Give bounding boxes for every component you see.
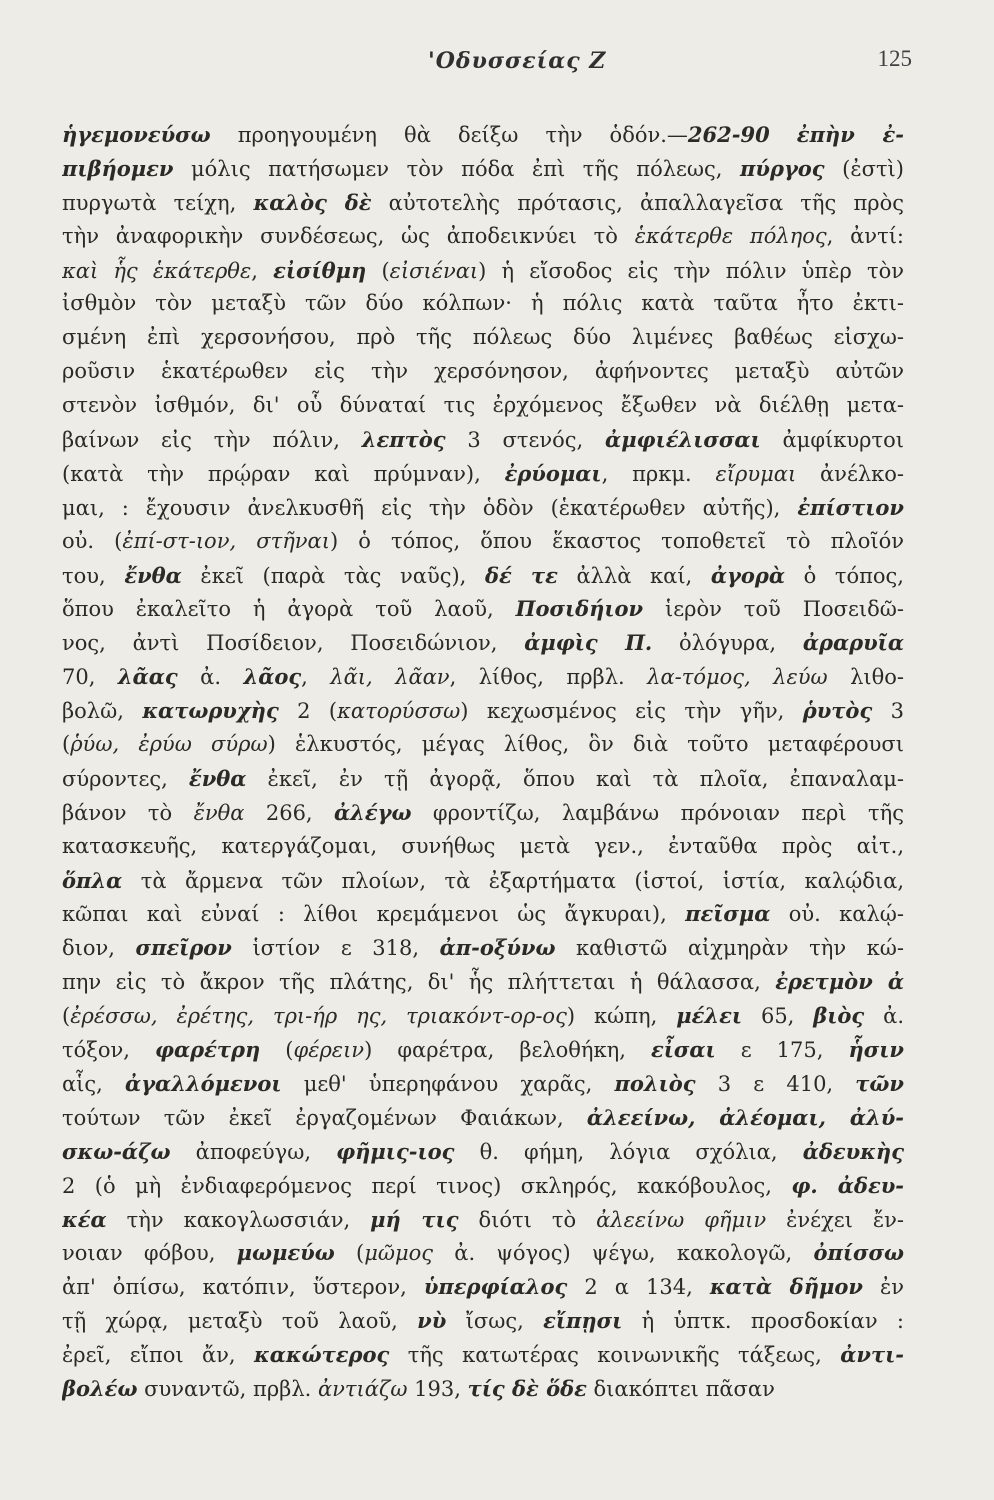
lemma-term: 262-90	[687, 122, 770, 147]
lemma-term: νὺ	[417, 1308, 447, 1334]
text-run: 70,	[62, 665, 118, 690]
text-line	[62, 1067, 904, 1101]
text-run: (	[366, 258, 390, 283]
text-run: ἐνέχει ἔν-	[766, 1207, 904, 1232]
italic-text: κατορύσσω	[337, 699, 461, 724]
italic-text: φέρειν	[293, 1038, 365, 1063]
text-run: ) φαρέτρα, βελοθήκη,	[364, 1038, 651, 1063]
text-run: ἀλλὰ καί,	[557, 563, 711, 588]
text-line	[62, 728, 904, 762]
text-line	[62, 152, 904, 186]
text-run: (ἐστὶ)	[824, 156, 904, 181]
lemma-term: ἀγορὰ	[710, 562, 785, 588]
text-run: μαι, : ἔχουσιν ἀνελκυσθῆ εἰς τὴν ὁδὸν (ἑκατέρωθεν αὐτῆς),	[62, 495, 798, 520]
italic-text: καὶ ἧς ἑκάτερθε	[62, 258, 252, 283]
text-run: 2 (	[278, 699, 338, 724]
text-run	[770, 123, 797, 147]
text-run: τούτων τῶν ἐκεῖ ἐργαζομένων Φαιάκων,	[62, 1105, 587, 1130]
text-run: (	[334, 1241, 365, 1266]
text-run: βάνον τὸ	[62, 800, 194, 825]
text-line	[62, 694, 904, 728]
text-run: αὐτοτελὴς πρότασις, ἀπαλλαγεῖσα τῆς πρὸς	[371, 190, 904, 215]
lemma-term: ὀπίσσω	[813, 1240, 904, 1266]
lemma-term: μωμεύω	[236, 1240, 335, 1266]
lemma-term: μή τις	[370, 1206, 459, 1232]
lemma-term: κέα	[62, 1206, 107, 1232]
lemma-term: λᾶας	[117, 664, 178, 690]
text-run: διακόπτει πᾶσαν	[586, 1376, 775, 1401]
italic-text: λα-τόμος, λεύω	[647, 665, 828, 690]
text-run: 3 ε 410,	[695, 1071, 856, 1096]
running-title: 'Οδυσσείας Ζ	[428, 48, 607, 74]
lemma-term: ἐρύομαι	[504, 460, 602, 486]
lemma-term: ἀλέγω	[334, 799, 412, 825]
text-run: (κατὰ τὴν πρῴραν καὶ πρύμναν),	[62, 461, 505, 486]
italic-text: μῶμος	[364, 1241, 434, 1266]
text-run: σύροντες,	[62, 766, 189, 791]
text-run: λιθο-	[827, 665, 904, 690]
text-run: διότι τὸ	[458, 1207, 597, 1232]
lemma-term: Ποσιδήιον	[515, 596, 644, 622]
lemma-term: ἐρετμὸν ἀ	[775, 969, 904, 995]
text-line	[62, 186, 904, 220]
text-line	[62, 1236, 904, 1270]
text-run: αἷς,	[62, 1071, 126, 1096]
lemma-term: βιὸς	[813, 1003, 865, 1029]
lemma-term: ἔνθα	[188, 765, 247, 791]
text-run: (	[62, 732, 71, 757]
text-run: πυργωτὰ τείχη,	[62, 190, 254, 215]
lemma-term: ἀμφιέλισσαι	[605, 427, 761, 453]
lemma-term: ἀγαλλόμενοι	[125, 1070, 282, 1096]
text-run: ) κώπη,	[566, 1004, 677, 1029]
text-run: μεθ' ὑπερηφάνου χαρᾶς,	[281, 1071, 615, 1096]
text-run: 193,	[407, 1376, 468, 1401]
text-run: τῆς κατωτέρας κοινωνικῆς τάξεως,	[389, 1343, 841, 1368]
text-run: ροῦσιν ἑκατέρωθεν εἰς τὴν χερσόνησον, ἀφήνοντες μεταξὺ αὐτῶν	[62, 359, 904, 384]
italic-text: λᾶι, λᾶαν	[330, 665, 450, 690]
text-run: φροντίζω, λαμβάνω πρόνοιαν περὶ τῆς	[411, 800, 904, 825]
text-run: ὁ τόπος,	[785, 563, 904, 588]
text-run: ἱερὸν τοῦ Ποσειδῶ-	[643, 597, 904, 622]
text-run: ἴσως,	[446, 1309, 544, 1334]
text-run: πην εἰς τὸ ἄκρον τῆς πλάτης, δι' ἧς πλήττεται ἡ θάλασσα,	[62, 970, 776, 995]
text-line	[62, 999, 904, 1033]
text-line	[62, 423, 904, 457]
text-run: ἰσθμὸν τὸν μεταξὺ τῶν δύο κόλπων· ἡ πόλις κατὰ ταῦτα ἦτο ἐκτι-	[62, 291, 904, 316]
lemma-term: τίς δὲ ὅδε	[467, 1375, 587, 1401]
lemma-term: ἐπίστιον	[797, 494, 904, 520]
italic-text: ῥύω, ἐρύω σύρω	[70, 732, 268, 757]
lemma-term: βολέω	[62, 1375, 138, 1401]
text-run: (	[260, 1038, 294, 1063]
lemma-term: ἡγεμονεύσω	[62, 122, 211, 147]
running-head	[0, 48, 994, 78]
text-line	[62, 355, 904, 389]
text-run: ) κεχωσμένος εἰς τὴν γῆν,	[460, 699, 803, 724]
text-run: 3 στενός,	[445, 428, 606, 453]
text-run: 2 (ὁ μὴ ἐνδιαφερόμενος περί τινος) σκληρός, κακόβουλος,	[62, 1173, 792, 1198]
italic-text: ἑκάτερθε πόληος	[634, 223, 827, 248]
text-run: ἐκεῖ (παρὰ τὰς ναῦς),	[181, 563, 485, 588]
text-run: 65,	[742, 1004, 814, 1029]
text-line	[62, 965, 904, 999]
text-line	[62, 796, 904, 830]
text-run: ἱστίον ε 318,	[231, 936, 440, 961]
lemma-term: ἀδευκὴς	[802, 1138, 904, 1164]
text-run: , πρκμ.	[601, 461, 716, 486]
text-run: (	[62, 1004, 71, 1029]
text-run: νοιαν φόβου,	[62, 1241, 237, 1266]
lemma-term: μέλει	[676, 1003, 743, 1029]
text-run: συναντῶ, πρβλ.	[137, 1376, 318, 1401]
lemma-term: δέ τε	[484, 562, 558, 588]
commentary-text	[62, 118, 904, 1406]
text-run: , ἀντί:	[826, 223, 904, 248]
text-run: κῶπαι καὶ εὐναί : λίθοι κρεμάμενοι ὡς ἄγκυραι),	[62, 902, 686, 927]
text-line	[62, 626, 904, 660]
lemma-term: λεπτὸς	[361, 427, 446, 453]
lemma-term: πιβήομεν	[62, 155, 174, 181]
lemma-term: ἔνθα	[124, 562, 182, 588]
text-run: κατασκευῆς, κατεργάζομαι, συνήθως μετὰ γεν., ἐνταῦθα πρὸς αἰτ.,	[62, 833, 904, 858]
text-line	[62, 1033, 904, 1067]
text-run: 2 α 134,	[567, 1275, 710, 1300]
text-line	[62, 1101, 904, 1135]
text-line	[62, 1304, 904, 1338]
text-run: ) ὁ τόπος, ὅπου ἕκαστος τοποθετεῖ τὸ πλοῖόν	[329, 528, 904, 553]
text-run: θ. φήμη, λόγια σχόλια,	[454, 1139, 803, 1164]
lemma-term: ἀμφὶς Π.	[524, 630, 653, 656]
text-run: διον,	[62, 936, 136, 961]
lemma-term: καλὸς δὲ	[253, 189, 372, 215]
text-run: καθιστῶ αἰχμηρὰν τὴν κώ-	[555, 936, 904, 961]
lemma-term: πολιὸς	[614, 1070, 696, 1096]
lemma-term: φ. ἀδευ-	[791, 1172, 904, 1198]
text-line	[62, 864, 904, 898]
text-line	[62, 931, 904, 965]
lemma-term: εἴπῃσι	[543, 1308, 623, 1334]
text-run: ε 175,	[715, 1038, 849, 1063]
lemma-term: σκω-άζω	[62, 1138, 171, 1164]
text-run: ἐρεῖ, εἴποι ἄν,	[62, 1343, 255, 1368]
lemma-term: πεῖσμα	[685, 901, 771, 927]
text-run: σμένη ἐπὶ χερσονήσου, πρὸ τῆς πόλεως δύο λιμένες βαθέως εἰσχω-	[62, 325, 904, 350]
lemma-term: λᾶος	[243, 664, 302, 690]
text-line	[62, 1203, 904, 1237]
text-line	[62, 220, 904, 254]
text-line	[62, 1135, 904, 1169]
lemma-term: ῥυτὸς	[802, 698, 873, 724]
text-line	[62, 559, 904, 593]
lemma-term: εἶσαι	[650, 1037, 716, 1063]
italic-text: ἐρέσσω, ἐρέτης, τρι-ήρ ης, τριακόντ-ορ-ος	[70, 1004, 567, 1029]
page-number: 125	[877, 46, 912, 71]
text-run: οὐ. (	[62, 528, 123, 553]
italic-text: ἔνθα	[193, 800, 245, 825]
text-run: ,	[301, 665, 331, 690]
italic-text: εἴρυμαι	[715, 461, 797, 486]
lemma-term: εἰσίθμη	[273, 257, 367, 283]
text-line	[62, 830, 904, 864]
text-line	[62, 592, 904, 626]
lemma-term: τῶν	[855, 1070, 904, 1096]
text-line	[62, 897, 904, 931]
text-run: βαίνων εἰς τὴν πόλιν,	[62, 428, 362, 453]
lemma-term: κατὰ δῆμον	[709, 1274, 863, 1300]
lemma-term: πύργος	[740, 155, 825, 181]
text-run: ,	[251, 258, 274, 283]
text-run: τόξον,	[62, 1038, 155, 1063]
text-run: ἀ.	[864, 1004, 904, 1029]
text-run: ἀμφίκυρτοι	[760, 428, 904, 453]
text-line	[62, 1372, 904, 1406]
text-run: τὴν ἀναφορικὴν συνδέσεως, ὡς ἀποδεικνύει τὸ	[62, 223, 635, 248]
text-line	[62, 491, 904, 525]
text-line	[62, 762, 904, 796]
text-line	[62, 1270, 904, 1304]
italic-text: ἐπί-στ-ιον, στῆναι	[122, 528, 330, 553]
text-line	[62, 389, 904, 423]
text-run: ὀλόγυρα,	[652, 631, 803, 656]
text-run: ὅπου ἐκαλεῖτο ἡ ἀγορὰ τοῦ λαοῦ,	[62, 597, 516, 622]
lemma-term: ἀραρυῖα	[802, 630, 904, 656]
text-run: ἀ.	[177, 665, 244, 690]
text-run: 3	[872, 699, 904, 724]
text-run: τὴν κακογλωσσιάν,	[106, 1207, 371, 1232]
text-run: ἐν	[862, 1275, 904, 1300]
italic-text: εἰσιέναι	[389, 258, 479, 283]
italic-text: ἀντιάζω	[317, 1376, 408, 1401]
lemma-term: ἀπ-οξύνω	[439, 935, 556, 961]
text-run: του,	[62, 563, 125, 588]
text-run: ἀποφεύγω,	[170, 1139, 337, 1164]
lemma-term: ἀλεείνω, ἀλέομαι, ἀλύ-	[586, 1104, 904, 1130]
lemma-term: ἐπὴν ἐ-	[796, 122, 904, 147]
text-run: ἀπ' ὀπίσω, κατόπιν, ὕστερον,	[62, 1275, 424, 1300]
text-run: βολῶ,	[62, 699, 143, 724]
text-line	[62, 1338, 904, 1372]
text-run: ἀνέλκο-	[796, 461, 904, 486]
text-run: μόλις πατήσωμεν τὸν πόδα ἐπὶ τῆς πόλεως,	[173, 156, 741, 181]
text-run: ἡ ὑπτκ. προσδοκίαν :	[622, 1309, 904, 1334]
text-run: τὰ ἄρμενα τῶν πλοίων, τὰ ἐξαρτήματα (ἱστοί, ἱστία, καλῴδια,	[122, 868, 904, 893]
text-run: , λίθος, πρβλ.	[449, 665, 648, 690]
lemma-term: ἧσιν	[848, 1037, 904, 1063]
text-run: τῇ χώρᾳ, μεταξὺ τοῦ λαοῦ,	[62, 1309, 418, 1334]
text-run: οὐ. καλῴ-	[770, 902, 904, 927]
text-run: ἀ. ψόγος) ψέγω, κακολογῶ,	[433, 1241, 814, 1266]
text-line	[62, 118, 904, 152]
lemma-term: φαρέτρη	[154, 1037, 261, 1063]
lemma-term: κακώτερος	[254, 1342, 390, 1368]
text-line	[62, 525, 904, 559]
lemma-term: σπεῖρον	[135, 935, 232, 961]
lemma-term: φῆμις-ιος	[336, 1138, 455, 1164]
italic-text: ἀλεείνω φῆμιν	[596, 1207, 767, 1232]
text-run: στενὸν ἰσθμόν, δι' οὗ δύναταί τις ἐρχόμενος ἔξωθεν νὰ διέλθῃ μετα-	[62, 393, 904, 418]
lemma-term: κατωρυχὴς	[142, 698, 279, 724]
lemma-term: ἀντι-	[840, 1342, 904, 1368]
text-run: ἐκεῖ, ἐν τῇ ἀγορᾷ, ὅπου καὶ τὰ πλοῖα, ἐπαναλαμ-	[246, 766, 904, 791]
text-run: ) ἡ εἴσοδος εἰς τὴν πόλιν ὑπὲρ τὸν	[478, 258, 904, 283]
text-run: νος, ἀντὶ Ποσίδειον, Ποσειδώνιον,	[62, 631, 525, 656]
text-line	[62, 287, 904, 321]
lemma-term: ὅπλα	[62, 867, 123, 893]
text-line	[62, 660, 904, 694]
text-run: προηγουμένη θὰ δείξω τὴν ὁδόν.—	[210, 123, 688, 147]
text-line	[62, 457, 904, 491]
text-line	[62, 1169, 904, 1203]
text-line	[62, 254, 904, 288]
text-line	[62, 321, 904, 355]
lemma-term: ὑπερφίαλος	[423, 1274, 568, 1300]
text-run: ) ἑλκυστός, μέγας λίθος, ὃν διὰ τοῦτο μεταφέρουσι	[267, 732, 904, 757]
text-run: 266,	[244, 800, 335, 825]
